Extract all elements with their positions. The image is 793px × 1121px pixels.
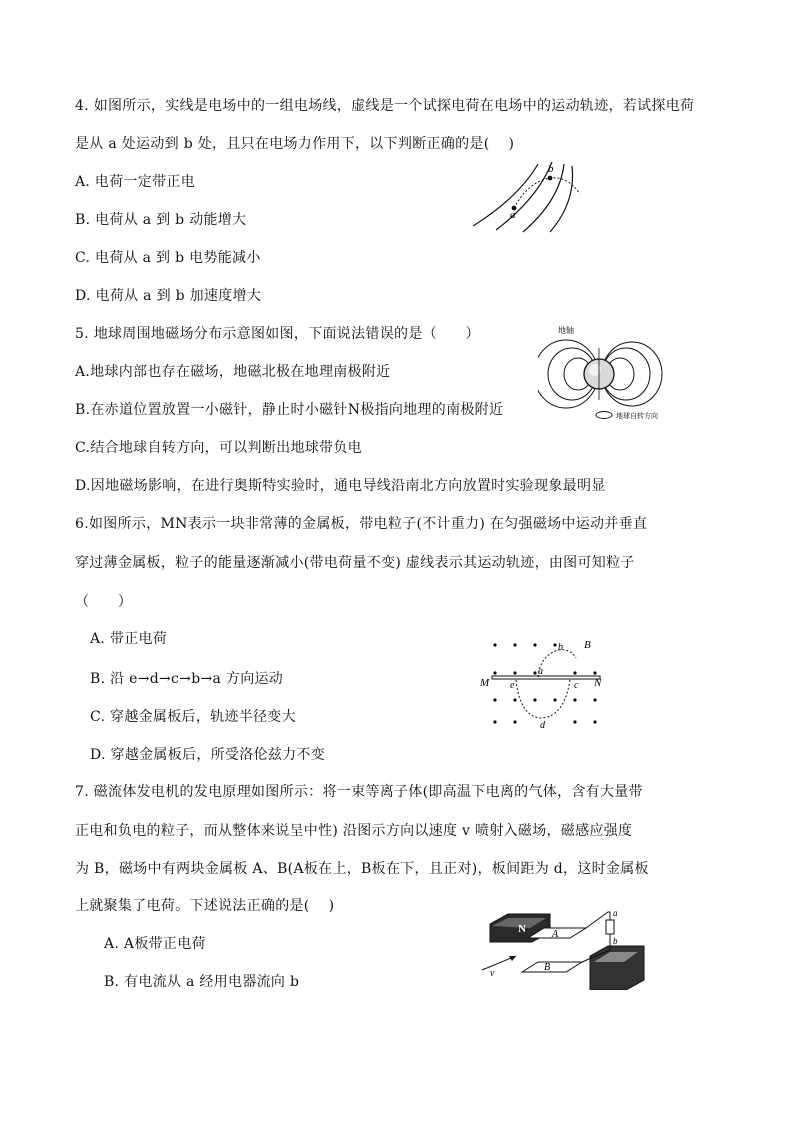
q5-option-b: B.在赤道位置放置一小磁针，静止时小磁针N极指向地理的南极附近: [75, 402, 504, 418]
lower-trajectory: [516, 680, 570, 718]
label-n: N: [594, 677, 602, 689]
q5-stem: 5. 地球周围地磁场分布示意图如图，下面说法错误的是（ ）: [75, 326, 480, 342]
label-c: c: [574, 680, 579, 691]
label-b: b: [558, 642, 563, 653]
point-b: [548, 176, 553, 181]
q7-option-a: A. A板带正电荷: [104, 936, 206, 952]
label-plate-b: B: [544, 962, 551, 973]
q6-stem-line3: （ ）: [75, 594, 133, 610]
label-e: e: [510, 680, 515, 691]
label-b: b: [548, 163, 554, 175]
label-plate-a: A: [552, 929, 559, 940]
rotation-arrow-icon: [596, 412, 612, 419]
label-v: v: [490, 968, 495, 979]
q4-option-d: D. 电荷从 a 到 b 加速度增大: [75, 288, 262, 304]
q5-option-a: A.地球内部也存在磁场，地磁北极在地理南极附近: [75, 364, 391, 380]
label-d: d: [540, 720, 545, 731]
q4-stem-line2: 是从 a 处运动到 b 处，且只在电场力作用下，以下判断正确的是( ): [75, 136, 515, 152]
q4-option-b: B. 电荷从 a 到 b 动能增大: [75, 212, 247, 228]
q7-stem-line3: 为 B，磁场中有两块金属板 A、B(A板在上，B板在下，且正对)，板间距为 d，这时金属板: [75, 861, 649, 877]
label-a: a: [538, 666, 543, 677]
resistor: [606, 920, 614, 934]
metal-plate-mn: [492, 676, 600, 679]
label-b-field: B: [584, 639, 591, 651]
q6-option-d: D. 穿越金属板后，所受洛伦兹力不变: [90, 747, 326, 763]
q5-earth-magnetic-field-figure: [538, 322, 663, 427]
q6-option-c: C. 穿越金属板后，轨迹半径变大: [90, 709, 296, 725]
label-earth-axis: 地轴: [558, 326, 574, 335]
q6-option-a: A. 带正电荷: [90, 631, 168, 647]
label-m: M: [480, 677, 490, 689]
upper-trajectory: [538, 650, 576, 677]
q6-stem-line1: 6.如图所示，MN表示一块非常薄的金属板，带电粒子(不计重力) 在匀强磁场中运动并垂直: [75, 516, 648, 532]
q5-option-c: C.结合地球自转方向，可以判断出地球带负电: [75, 440, 362, 456]
magnetic-field-dots: [493, 643, 596, 723]
q7-stem-line4: 上就聚集了电荷。下述说法正确的是( ): [75, 898, 335, 914]
q4-option-a: A. 电荷一定带正电: [75, 174, 196, 190]
q4-electric-field-figure: [468, 158, 588, 234]
q4-option-c: C. 电荷从 a 到 b 电势能减小: [75, 250, 261, 266]
label-rotation: 地球自转方向: [616, 412, 658, 420]
q6-metal-plate-figure: [478, 636, 608, 732]
field-line: [496, 162, 552, 230]
label-n: N: [518, 923, 526, 935]
label-b-terminal: b: [613, 936, 618, 946]
plate-b: [522, 962, 582, 972]
q6-stem-line2: 穿过薄金属板，粒子的能量逐渐减小(带电荷量不变) 虚线表示其运动轨迹，由图可知粒子: [75, 555, 635, 571]
label-a-terminal: a: [613, 908, 618, 918]
label-a: a: [510, 209, 516, 221]
q5-option-d: D.因地磁场影响，在进行奥斯特实验时，通电导线沿南北方向放置时实验现象最明显: [75, 478, 606, 494]
field-line: [473, 164, 538, 226]
q6-option-b: B. 沿 e→d→c→b→a 方向运动: [90, 671, 284, 687]
q7-mhd-generator-figure: [478, 906, 648, 990]
q7-stem-line1: 7. 磁流体发电机的发电原理如图所示：将一束等离子体(即高温下电离的气体，含有大量带: [75, 784, 643, 800]
q7-option-b: B. 有电流从 a 经用电器流向 b: [104, 974, 300, 990]
q7-stem-line2: 正电和负电的粒子，而从整体来说呈中性) 沿图示方向以速度 v 喷射入磁场，磁感应强度: [75, 823, 633, 839]
q4-stem-line1: 4. 如图所示，实线是电场中的一组电场线，虚线是一个试探电荷在电场中的运动轨迹，若试探电荷: [75, 98, 695, 114]
